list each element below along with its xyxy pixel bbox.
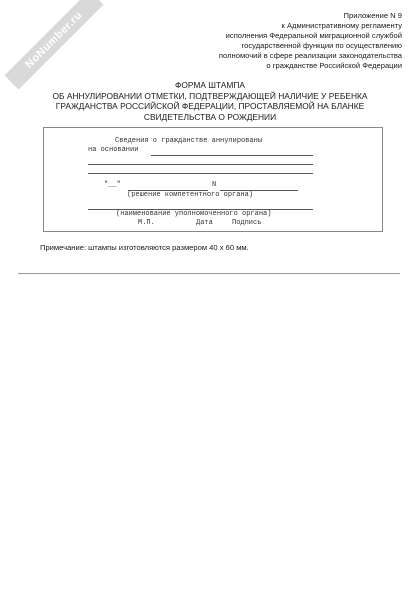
authority-caption: (наименование уполномоченного органа)	[116, 210, 272, 218]
date-quote-close: "	[116, 181, 121, 189]
watermark: NoNumber.ru	[5, 0, 104, 89]
title-line: ОБ АННУЛИРОВАНИИ ОТМЕТКИ, ПОДТВЕРЖДАЮЩЕЙ НАЛИЧИЕ У РЕБЕНКА	[52, 90, 368, 101]
basis-line-2	[88, 164, 313, 165]
stamp-heading: Сведения о гражданстве аннулированы	[115, 137, 263, 145]
decision-caption: (решение компетентного органа)	[127, 191, 254, 199]
date-label: Дата	[196, 219, 213, 227]
title-line: ГРАЖДАНСТВА РОССИЙСКОЙ ФЕДЕРАЦИИ, ПРОСТАВЛЯЕМОЙ НА БЛАНКЕ	[55, 101, 365, 111]
title-line: СВИДЕТЕЛЬСТВА О РОЖДЕНИИ	[143, 111, 277, 122]
basis-label: на основании	[88, 146, 139, 154]
date-field	[104, 181, 121, 190]
appendix-line: полномочий в сфере реализации законодательства	[218, 51, 402, 60]
signature-label: Подпись	[232, 219, 262, 227]
appendix-header	[142, 11, 402, 71]
bottom-divider	[18, 273, 400, 274]
title-line: ФОРМА ШТАМПА	[175, 80, 245, 90]
date-quote-open: "	[104, 181, 109, 189]
seal-label: М.П.	[138, 219, 155, 227]
appendix-line: Приложение N 9	[343, 11, 402, 20]
footnote: Примечание: штампы изготовляются размером 40 x 60 мм.	[40, 243, 249, 252]
basis-line	[151, 155, 313, 156]
stamp-form	[43, 127, 383, 232]
basis-line-3	[88, 173, 313, 174]
appendix-line: о гражданстве Российской Федерации	[266, 61, 402, 70]
appendix-line: исполнения Федеральной миграционной службой	[225, 31, 402, 40]
form-title	[22, 80, 398, 122]
appendix-line: государственной функции по осуществлению	[241, 41, 402, 50]
number-sign: N	[212, 181, 217, 189]
date-blank: __	[108, 181, 117, 189]
appendix-line: к Административному регламенту	[281, 21, 402, 30]
